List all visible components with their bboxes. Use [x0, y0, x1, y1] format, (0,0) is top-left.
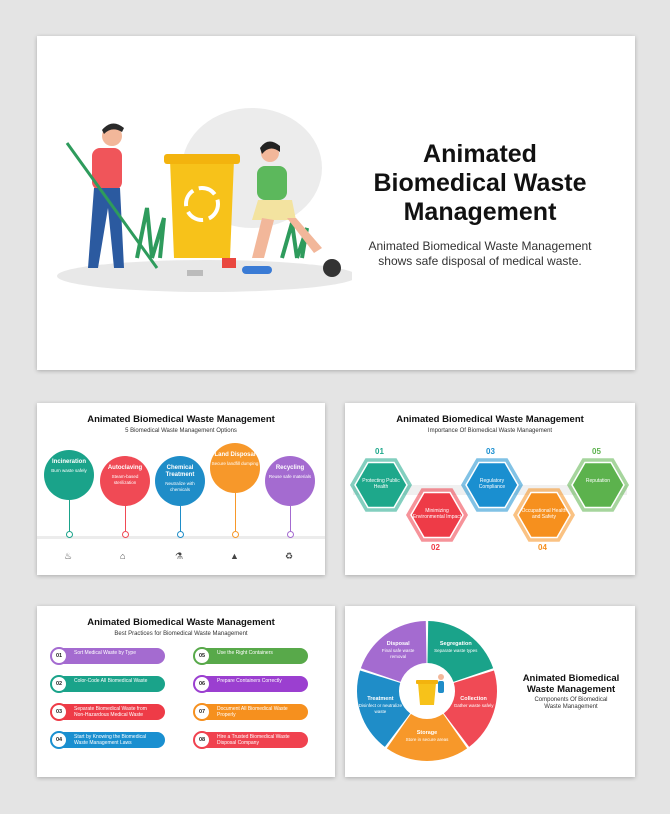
practice-number: 01 [50, 647, 68, 665]
slide-title: Animated Biomedical Waste Management [87, 617, 275, 628]
segment-label [357, 696, 403, 714]
segment-desc: Final safe waste removal [381, 648, 415, 659]
pin-dot [287, 531, 294, 538]
segment-desc: Store in secure areas [405, 737, 449, 742]
option-name: Chemical Treatment [165, 465, 195, 478]
recycle-icon: ♻ [285, 551, 294, 561]
hexagon-label: Reputation [585, 478, 611, 484]
hexagon-label: Minimizing Environmental Impact [412, 508, 462, 520]
practice-item-02 [52, 676, 165, 692]
practice-item-06 [195, 676, 308, 692]
waste-illustration [52, 108, 352, 298]
options-slide[interactable] [37, 403, 325, 575]
option-pin-1 [44, 450, 94, 500]
practice-item-04 [52, 732, 165, 748]
practice-number: 07 [193, 703, 211, 721]
option-desc: Steam-based sterilization [111, 474, 139, 485]
autoclave-icon: ⌂ [120, 551, 126, 561]
hero-subtitle [355, 239, 605, 269]
practice-item-01 [52, 648, 165, 664]
option-pin-5 [265, 456, 315, 506]
practice-item-03 [52, 704, 165, 720]
pin-stem [180, 506, 181, 531]
hexagon-number: 01 [375, 447, 384, 456]
slide-subtitle: Best Practices for Biomedical Waste Management [114, 631, 248, 637]
importance-slide[interactable] [345, 403, 635, 575]
hexagon-number: 04 [538, 543, 547, 552]
hexagon-label: Protecting Public Health [362, 478, 400, 490]
segment-desc: Disinfect or neutralize waste [358, 703, 403, 714]
practice-text: Separate Biomedical Waste from Non-Hazardous Medical Waste [74, 706, 147, 718]
option-pin-3 [155, 456, 205, 506]
pin-stem [125, 506, 126, 531]
flask-icon: ⚗ [175, 551, 184, 561]
option-pin-2 [100, 456, 150, 506]
slide-title: Animated Biomedical Waste Management [396, 414, 584, 425]
slide-subtitle: Importance Of Biomedical Waste Management [427, 428, 553, 434]
hexagon-label: Regulatory Compliance [478, 478, 506, 490]
practice-item-08 [195, 732, 308, 748]
practice-text: Use the Right Containers [217, 650, 273, 656]
option-name: Land Disposal [214, 452, 256, 458]
segment-label [375, 641, 421, 659]
practice-number: 05 [193, 647, 211, 665]
hexagon-number: 03 [486, 447, 495, 456]
option-desc: Secure landfill dumping [211, 461, 259, 466]
practice-number: 02 [50, 675, 68, 693]
hexagon-label: Occupational Health and Safety [521, 508, 567, 520]
pin-dot [232, 531, 239, 538]
pin-dot [66, 531, 73, 538]
segment-name: Treatment [367, 696, 394, 703]
practice-number: 03 [50, 703, 68, 721]
option-name: Incineration [51, 459, 86, 465]
hexagon-number: 02 [431, 543, 440, 552]
segment-name: Disposal [386, 641, 410, 648]
practice-number: 06 [193, 675, 211, 693]
option-desc: Reuse safe materials [268, 474, 312, 479]
practice-text: Hire a Trusted Biomedical Waste Disposal Company [217, 734, 290, 746]
slide-title: Animated Biomedical Waste Management [87, 414, 275, 425]
hero-subtitle-line: Animated Biomedical Waste Management [368, 239, 592, 253]
pin-dot [122, 531, 129, 538]
segment-desc: Gather waste safely [453, 703, 494, 709]
segment-label [433, 641, 479, 654]
option-desc: Burn waste safely [51, 468, 87, 473]
segment-name: Collection [460, 696, 487, 703]
option-desc: Neutralize with chemicals [165, 481, 195, 492]
hero-subtitle-line: shows safe disposal of medical waste. [378, 254, 582, 268]
practice-text: Prepare Containers Correctly [217, 678, 282, 684]
practice-item-07 [195, 704, 308, 720]
option-pin-4 [210, 443, 260, 493]
option-name: Autoclaving [107, 465, 143, 471]
hexagon-05 [567, 458, 629, 512]
subtitle-line: Waste Management [544, 704, 598, 710]
hero-title [355, 140, 605, 227]
slide-title [511, 673, 631, 695]
practice-text: Color-Code All Biomedical Waste [74, 678, 148, 684]
practice-item-05 [195, 648, 308, 664]
subtitle-line: Components Of Biomedical [534, 697, 608, 703]
hero-slide[interactable] [37, 36, 635, 370]
landfill-icon: ▲ [230, 551, 239, 561]
segment-label [404, 730, 450, 743]
title-line: Animated Biomedical [522, 673, 620, 684]
practice-number: 08 [193, 731, 211, 749]
segment-desc: Separate waste types [434, 648, 478, 654]
slide-subtitle: 5 Biomedical Waste Management Options [125, 428, 237, 434]
component-cycle [345, 606, 505, 777]
hero-title-line: Biomedical Waste [373, 169, 587, 197]
flame-icon: ♨ [64, 551, 73, 561]
pin-stem [235, 493, 236, 531]
components-slide[interactable] [345, 606, 635, 777]
title-line: Waste Management [526, 684, 616, 695]
pin-dot [177, 531, 184, 538]
segment-name: Segregation [439, 641, 472, 648]
practice-number: 04 [50, 731, 68, 749]
segment-label [451, 696, 497, 709]
hexagon-number: 05 [592, 447, 601, 456]
practice-text: Sort Medical Waste by Type [74, 650, 136, 656]
option-name: Recycling [275, 465, 305, 471]
bin-illustration [401, 665, 453, 717]
best-practices-slide[interactable] [37, 606, 335, 777]
pin-stem [290, 506, 291, 531]
hero-title-line: Animated [423, 140, 537, 168]
practice-text: Document All Biomedical Waste Properly [217, 706, 288, 718]
practice-text: Start by Knowing the Biomedical Waste Management Laws [74, 734, 146, 746]
hero-title-line: Management [403, 198, 557, 226]
pin-stem [69, 500, 70, 531]
slide-subtitle [511, 697, 631, 711]
segment-name: Storage [416, 730, 438, 736]
